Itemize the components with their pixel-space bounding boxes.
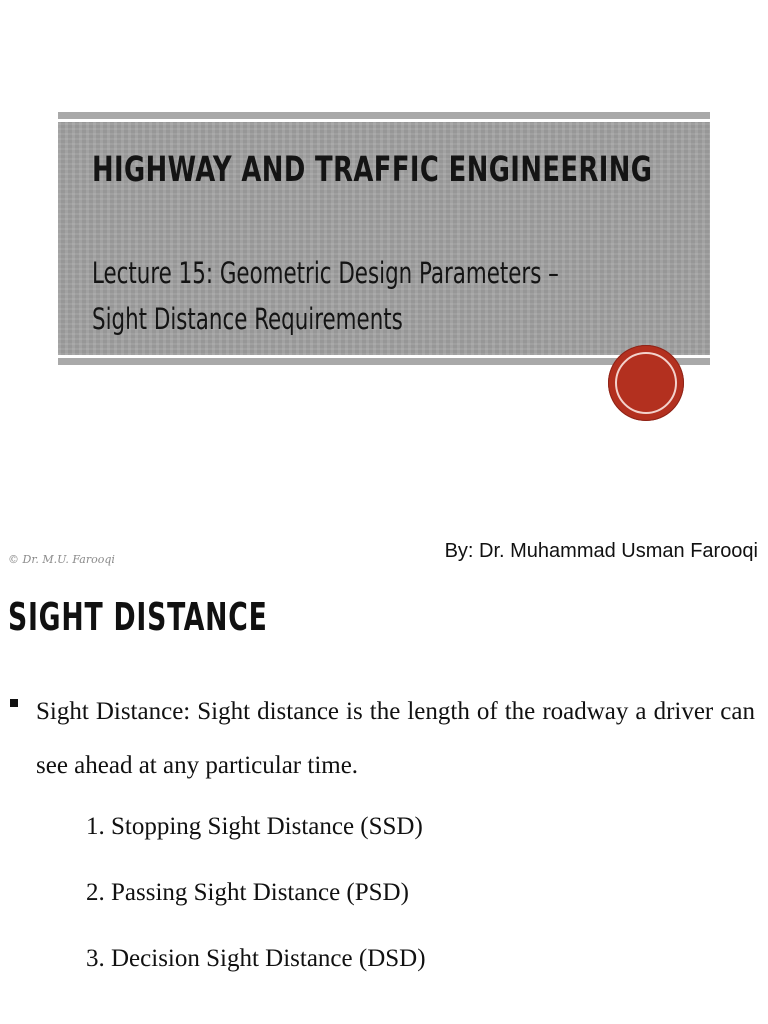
square-bullet-icon bbox=[10, 699, 18, 707]
author-line: By: Dr. Muhammad Usman Farooqi bbox=[444, 540, 758, 562]
sight-distance-types-list bbox=[86, 807, 426, 1005]
lecture-subtitle bbox=[92, 250, 666, 342]
presentation-title: HIGHWAY AND TRAFFIC ENGINEERING bbox=[92, 150, 653, 190]
title-band-top-rule bbox=[58, 112, 710, 119]
copyright-note: © Dr. M.U. Farooqi bbox=[8, 553, 115, 566]
list-item: 2. Passing Sight Distance (PSD) bbox=[86, 879, 409, 906]
list-item: 1. Stopping Sight Distance (SSD) bbox=[86, 813, 423, 840]
decorative-circle-badge bbox=[608, 345, 684, 421]
content-slide bbox=[0, 545, 768, 1024]
bullet-text: Sight Distance: Sight distance is the length of the roadway a driver can see ahead at any particular time. bbox=[36, 698, 755, 779]
list-item: 3. Decision Sight Distance (DSD) bbox=[86, 945, 426, 972]
badge-ring bbox=[615, 352, 677, 414]
subtitle-line-2: Sight Distance Requirements bbox=[92, 302, 403, 336]
bullet-item bbox=[10, 685, 755, 793]
section-title: SIGHT DISTANCE bbox=[8, 595, 268, 639]
subtitle-line-1: Lecture 15: Geometric Design Parameters – bbox=[92, 256, 559, 290]
